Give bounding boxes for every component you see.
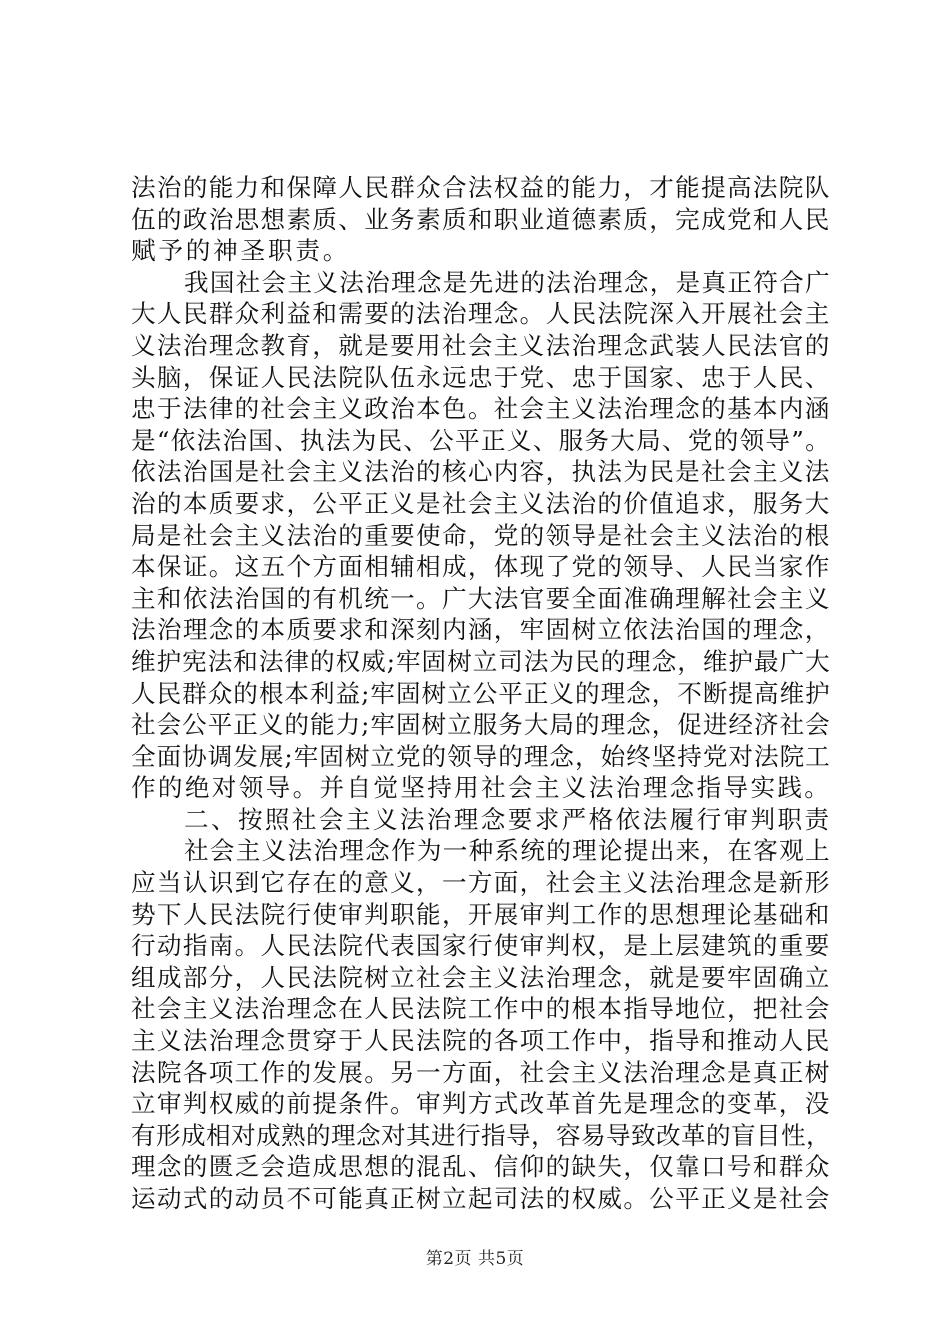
text-line: 大人民群众利益和需要的法治理念。人民法院深入开展社会主 [131,299,831,329]
text-line: 维护宪法和法律的权威;牢固树立司法为民的理念，维护最广大 [131,646,831,676]
text-line: 作的绝对领导。并自觉坚持用社会主义法治理念指导实践。 [131,773,832,803]
text-line: 主义法治理念贯穿于人民法院的各项工作中，指导和推动人民 [131,1026,831,1056]
text-line: 社会主义法治理念作为一种系统的理论提出来，在客观上 [184,836,831,866]
text-line: 社会公平正义的能力;牢固树立服务大局的理念，促进经济社会 [131,710,831,740]
text-line: 头脑，保证人民法院队伍永远忠于党、忠于国家、忠于人民、 [131,362,831,392]
text-line: 我国社会主义法治理念是先进的法治理念，是真正符合广 [184,267,831,297]
text-line: 依法治国是社会主义法治的核心内容，执法为民是社会主义法 [131,457,831,487]
text-line: 社会主义法治理念在人民法院工作中的根本指导地位，把社会 [131,994,831,1024]
page-footer: 第2页 共5页 [425,1249,525,1269]
text-line: 运动式的动员不可能真正树立起司法的权威。公平正义是社会 [131,1184,831,1213]
text-line: 势下人民法院行使审判职能，开展审判工作的思想理论基础和 [131,899,831,929]
text-line: 义法治理念教育，就是要用社会主义法治理念武装人民法官的 [131,330,831,360]
text-line: 全面协调发展;牢固树立党的领导的理念，始终坚持党对法院工 [131,741,831,771]
text-line: 治的本质要求，公平正义是社会主义法治的价值追求，服务大 [131,488,831,518]
text-line: 理念的匮乏会造成思想的混乱、信仰的缺失，仅靠口号和群众 [131,1152,831,1182]
text-line: 局是社会主义法治的重要使命，党的领导是社会主义法治的根 [131,520,831,550]
text-line: 立审判权威的前提条件。审判方式改革首先是理念的变革，没 [131,1089,831,1119]
text-line: 是“依法治国、执法为民、公平正义、服务大局、党的领导”。 [131,425,831,455]
text-line: 赋予的神圣职责。 [131,236,351,266]
document-body [131,172,831,1215]
text-line: 本保证。这五个方面相辅相成，体现了党的领导、人民当家作 [131,552,831,582]
text-line: 法治的能力和保障人民群众合法权益的能力，才能提高法院队 [131,173,831,202]
text-line: 组成部分，人民法院树立社会主义法治理念，就是要牢固确立 [131,962,831,992]
text-line: 应当认识到它存在的意义，一方面，社会主义法治理念是新形 [131,868,831,898]
text-line: 二、按照社会主义法治理念要求严格依法履行审判职责 [184,804,832,834]
text-line: 有形成相对成熟的理念对其进行指导，容易导致改革的盲目性， [131,1120,832,1150]
text-line: 伍的政治思想素质、业务素质和职业道德素质，完成党和人民 [131,204,831,234]
text-line: 忠于法律的社会主义政治本色。社会主义法治理念的基本内涵 [131,394,831,424]
text-line: 法院各项工作的发展。另一方面，社会主义法治理念是真正树 [131,1057,831,1087]
text-line: 主和依法治国的有机统一。广大法官要全面准确理解社会主义 [131,583,831,613]
text-line: 法治理念的本质要求和深刻内涵，牢固树立依法治国的理念， [131,615,831,645]
text-line: 行动指南。人民法院代表国家行使审判权，是上层建筑的重要 [131,931,831,961]
text-line: 人民群众的根本利益;牢固树立公平正义的理念，不断提高维护 [131,678,831,708]
